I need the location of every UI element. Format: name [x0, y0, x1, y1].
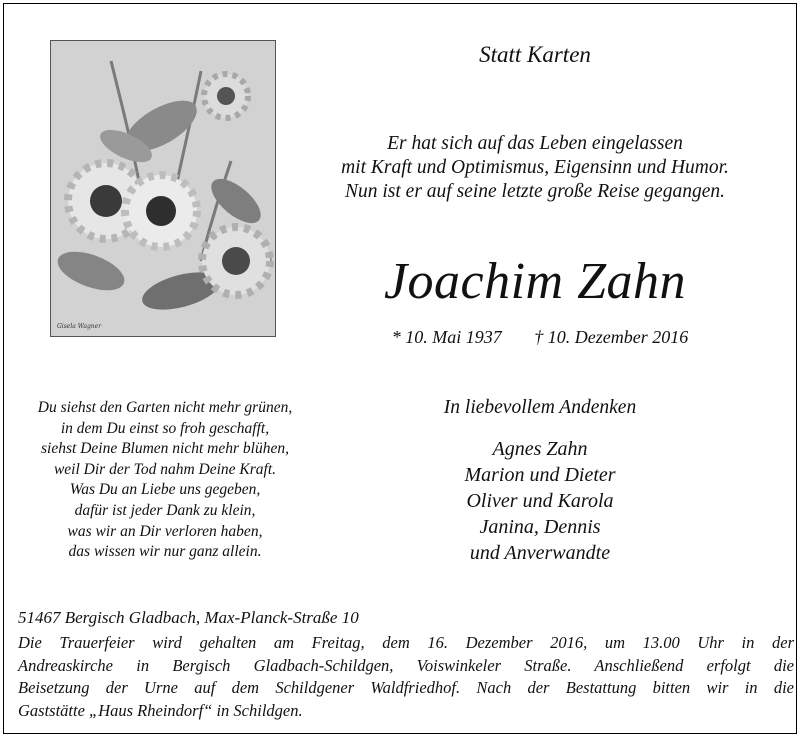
motto-line: mit Kraft und Optimismus, Eigensinn und Humor. [341, 157, 729, 178]
address: 51467 Bergisch Gladbach, Max-Planck-Straße 10 [18, 608, 359, 627]
notice-line: Beisetzung der Urne auf dem Schildgener Waldfriedhof. Nach der Bestattung bitten wir in die [18, 678, 794, 697]
poem [5, 398, 325, 563]
birth-date: * 10. Mai 1937 [391, 327, 502, 347]
motto [290, 132, 780, 204]
motto-line: Er hat sich auf das Leben eingelassen [387, 133, 683, 154]
notice-line: Andreaskirche in Bergisch Gladbach-Schildgen, Voiswinkeler Straße. Anschließend erfolgt die [18, 655, 794, 675]
mourner-name: und Anverwandte [469, 542, 611, 564]
poem-line: Du siehst den Garten nicht mehr grünen, [37, 399, 293, 416]
mourner-name: Oliver und Karola [466, 490, 614, 512]
poem-line: in dem Du einst so froh geschafft, [60, 419, 270, 437]
poem-line: weil Dir der Tod nahm Deine Kraft. [53, 460, 277, 478]
life-dates [360, 327, 720, 348]
mourner-name: Marion und Dieter [464, 464, 616, 486]
heading: Statt Karten [479, 42, 591, 67]
mourner-name: Janina, Dennis [479, 516, 601, 538]
mourners-list [390, 436, 690, 566]
poem-line: dafür ist jeder Dank zu klein, [74, 501, 256, 519]
funeral-notice [18, 632, 794, 722]
deceased-name: Joachim Zahn [383, 253, 687, 310]
poem-line: siehst Deine Blumen nicht mehr blühen, [41, 440, 289, 458]
sunflower-painting [50, 40, 276, 337]
remembrance-line: In liebevollem Andenken [443, 397, 637, 418]
svg-text:Gisela Wagner: Gisela Wagner [57, 323, 102, 330]
mourner-name: Agnes Zahn [492, 438, 588, 460]
motto-line: Nun ist er auf seine letzte große Reise gegangen. [345, 181, 725, 202]
poem-line: Was Du an Liebe uns gegeben, [69, 481, 261, 499]
death-date: † 10. Dezember 2016 [534, 327, 689, 347]
poem-line: was wir an Dir verloren haben, [67, 522, 263, 540]
sunflower-painting-icon [51, 41, 275, 336]
notice-line: Die Trauerfeier wird gehalten am Freitag, dem 16. Dezember 2016, um 13.00 Uhr in der [18, 633, 794, 652]
notice-line: Gaststätte „Haus Rheindorf“ in Schildgen. [18, 700, 303, 720]
poem-line: das wissen wir nur ganz allein. [68, 543, 262, 561]
